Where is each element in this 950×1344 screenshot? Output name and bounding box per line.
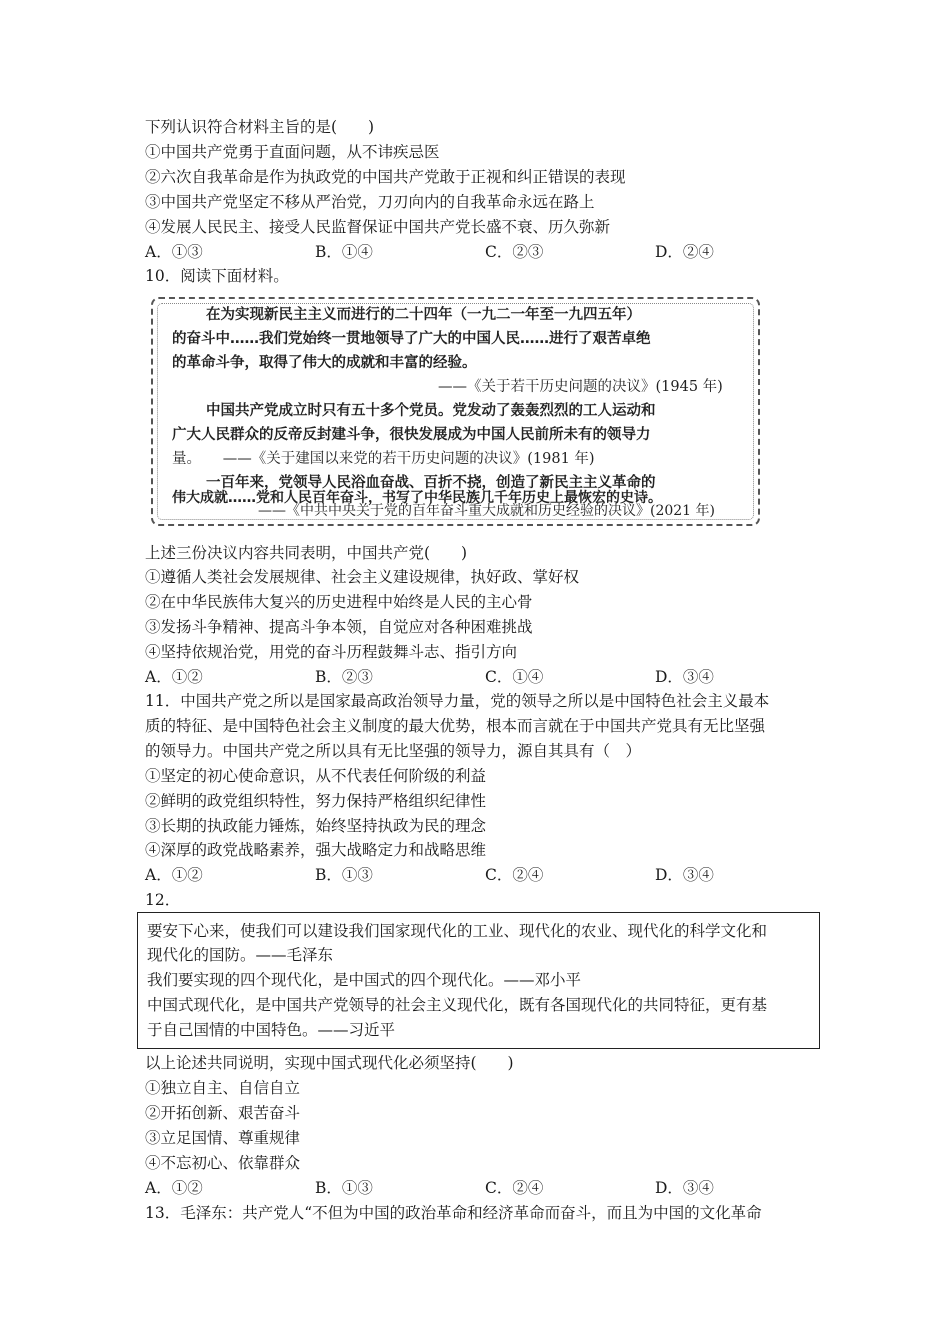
q10-material-line: 一百年来，党领导人民浴血奋战、百折不挠，创造了新民主主义革命的 [206,475,656,491]
q10-material-line: 伟大成就……党和人民百年奋斗，书写了中华民族几千年历史上最恢宏的史诗。 [172,490,662,506]
q13-stem-line: 13．毛泽东：共产党人“不但为中国的政治革命和经济革命而奋斗，而且为中国的文化革命 [145,1204,762,1222]
q10-material-source: ——《关于若干历史问题的决议》(1945 年) [438,379,723,395]
q12-statement-1: ①独立自主、自信自立 [145,1079,301,1097]
q9-option-b[interactable]: B．①④ [315,243,373,261]
q10-material-line: 广大人民群众的反帝反封建斗争，很快发展成为中国人民前所未有的领导力 [172,427,651,443]
q12-quote-line: 现代化的国防。——毛泽东 [147,946,334,964]
q9-options [145,242,825,262]
q9-statement-1: ①中国共产党勇于直面问题，从不讳疾忌医 [145,143,440,161]
q10-material-line: 的革命斗争，取得了伟大的成就和丰富的经验。 [172,355,477,371]
q12-option-a[interactable]: A．①② [145,1179,203,1197]
q10-material-line: 的奋斗中……我们党始终一贯地领导了广大的中国人民……进行了艰苦卓绝 [172,331,651,347]
q11-statement-3: ③长期的执政能力锤炼，始终坚持执政为民的理念 [145,817,487,835]
q9-option-d[interactable]: D．②④ [655,243,714,261]
q10-statement-4: ④坚持依规治党，用党的奋斗历程鼓舞斗志、指引方向 [145,643,518,661]
q12-quote-line: 我们要实现的四个现代化，是中国式的四个现代化。——邓小平 [147,971,582,989]
q11-stem-line: 质的特征、是中国特色社会主义制度的最大优势，根本而言就在于中国共产党具有无比坚强 [145,717,766,735]
q9-option-a[interactable]: A．①③ [145,243,203,261]
q11-statement-4: ④深厚的政党战略素养，强大战略定力和战略思维 [145,841,487,859]
q10-option-a[interactable]: A．①② [145,668,203,686]
q12-statement-2: ②开拓创新、艰苦奋斗 [145,1104,301,1122]
q12-option-b[interactable]: B．①③ [315,1179,373,1197]
q11-stem-line: 的领导力。中国共产党之所以具有无比坚强的领导力，源自其具有（ ） [145,742,642,760]
q10-prompt: 上述三份决议内容共同表明，中国共产党( ) [145,544,468,562]
q11-statement-2: ②鲜明的政党组织特性，努力保持严格组织纪律性 [145,792,487,810]
q12-prompt: 以上论述共同说明，实现中国式现代化必须坚持( ) [145,1054,514,1072]
q10-material-line: 在为实现新民主主义而进行的二十四年（一九二一年至一九四五年） [206,307,641,323]
q10-options [145,667,825,687]
q10-option-c[interactable]: C．①④ [485,668,544,686]
q11-statement-1: ①坚定的初心使命意识，从不代表任何阶级的利益 [145,767,487,785]
q9-statement-2: ②六次自我革命是作为执政党的中国共产党敢于正视和纠正错误的表现 [145,168,626,186]
q11-stem-line: 11．中国共产党之所以是国家最高政治领导力量，党的领导之所以是中国特色社会主义最本 [145,692,770,710]
q12-option-d[interactable]: D．③④ [655,1179,714,1197]
q10-option-d[interactable]: D．③④ [655,668,714,686]
q10-material-line: 中国共产党成立时只有五十多个党员。党发动了轰轰烈烈的工人运动和 [206,403,656,419]
q9-statement-3: ③中国共产党坚定不移从严治党，刀刃向内的自我革命永远在路上 [145,193,595,211]
q10-statement-1: ①遵循人类社会发展规律、社会主义建设规律，执好政、掌好权 [145,568,580,586]
q10-statement-2: ②在中华民族伟大复兴的历史进程中始终是人民的主心骨 [145,593,533,611]
q10-option-b[interactable]: B．②③ [315,668,373,686]
q10-material-source: ——《中共中央关于党的百年奋斗重大成就和历史经验的决议》(2021 年) [258,503,716,519]
q10-material-source: 量。 ——《关于建国以来党的若干历史问题的决议》(1981 年) [172,451,595,467]
q9-prompt: 下列认识符合材料主旨的是( ) [145,118,375,136]
q12-heading: 12． [145,891,181,909]
q12-quote-line: 中国式现代化，是中国共产党领导的社会主义现代化，既有各国现代化的共同特征，更有基 [147,996,768,1014]
q10-statement-3: ③发扬斗争精神、提高斗争本领，自觉应对各种困难挑战 [145,618,533,636]
q11-option-b[interactable]: B．①③ [315,866,373,884]
q12-statement-4: ④不忘初心、依靠群众 [145,1154,301,1172]
q11-option-a[interactable]: A．①② [145,866,203,884]
q11-option-d[interactable]: D．③④ [655,866,714,884]
q12-quote-line: 要安下心来，使我们可以建设我们国家现代化的工业、现代化的农业、现代化的科学文化和 [147,922,768,940]
q12-option-c[interactable]: C．②④ [485,1179,544,1197]
q9-statement-4: ④发展人民民主、接受人民监督保证中国共产党长盛不衰、历久弥新 [145,218,611,236]
q9-option-c[interactable]: C．②③ [485,243,544,261]
q11-option-c[interactable]: C．②④ [485,866,544,884]
q12-statement-3: ③立足国情、尊重规律 [145,1129,301,1147]
q12-options [145,1178,825,1198]
q12-quote-line: 于自己国情的中国特色。——习近平 [147,1021,396,1039]
q11-options [145,865,825,885]
q10-heading: 10．阅读下面材料。 [145,267,289,285]
